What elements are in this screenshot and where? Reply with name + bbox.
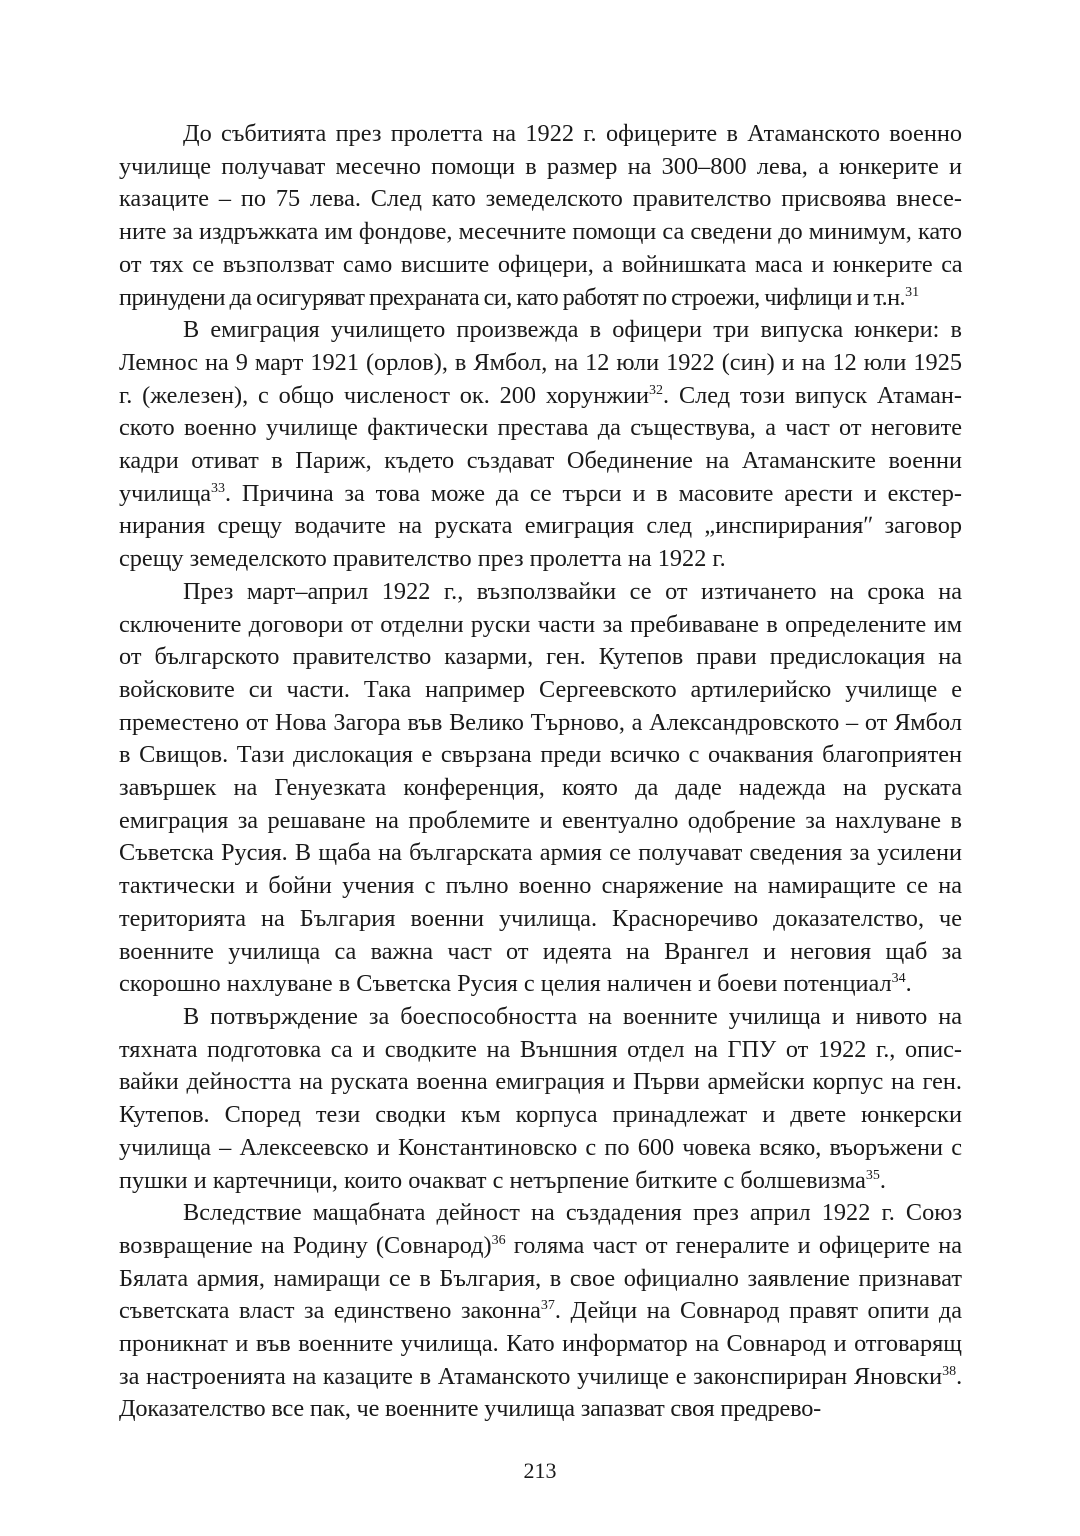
paragraph-4	[119, 1001, 962, 1197]
paragraph-4-text: В потвърждение за боеспособността на военните училища и нивото на тяхната подготовка са и сводките на Външния отдел на ГПУ от 1922 г., описвайки дейността на руската военна емиграция и Първи армейски корпус на ген. Кутепов. Според тези сводки към корпуса принадлежат и двете юнкерски училища – Алексеевско и Константиновско с по 600 човека всяко, въоръжени с пушки и картечници, които очакват с нетърпение битките с болшевизма	[119, 1002, 962, 1194]
paragraph-2-text-b: . След този випуск Атаманското военно училище фактически престава да съществува, а част от неговите кадри отиват в Париж, където създават Обединение на Атаманските военни училища	[119, 381, 962, 507]
footnote-ref-31: 31	[905, 284, 920, 300]
paragraph-1	[119, 118, 962, 314]
paragraph-5-text-a: Вследствие мащабната дейност на създадения през април 1922 г. Союз возвращение на Родину (Совнарод)	[119, 1199, 962, 1259]
footnote-ref-32: 32	[649, 382, 664, 398]
paragraph-3-text-end: .	[905, 970, 912, 998]
paragraph-5-text-c: . Дейци на Совнарод правят опити да проникнат и във военните училища. Като информатор на Совнарод и отговарящ за настроенията на казаците в Атаманското училище е законспириран Яновски	[119, 1297, 963, 1390]
footnote-ref-36: 36	[491, 1232, 506, 1248]
paragraph-4-text-end: .	[879, 1166, 886, 1194]
paragraph-5-text-d: . Доказателство все пак, че военните училища запазват своя предрево-	[119, 1362, 962, 1423]
page-body	[119, 118, 962, 1518]
paragraph-2-text-c: . Причина за това може да се търси и в масовите арести и екстернирания срещу водачите на руската емиграция след „инспириранияʺ заговор срещу земеделското правителство през пролетта на 1922 г.	[119, 479, 962, 573]
footnote-ref-37: 37	[540, 1298, 555, 1314]
footnote-ref-33: 33	[211, 480, 225, 496]
paragraph-1-text-end: са принудени да осигуряват прехраната си, като работят по строежи, чифлици и т.н.	[119, 250, 962, 311]
paragraph-3-text: През март–април 1922 г., възползвайки се от изтичането на срока на сключените договори от отделни руски части за пребиваване в определените им от българското правителство казарми, ген. Кутепов прави предислокация на войсковите си части. Така например Сергеевското артилерийско училище е преместено от Нова Загора във Велико Търново, а Александровското – от Ямбол в Свищов. Тази дислокация е свързана преди всичко с очаквания благоприятен завършек на Генуезката конференция, която да даде надежда на руската емиграция за решаване на проблемите и евентуално одобрение за нахлуване в Съветска Русия. В щаба на българската армия се получават сведения за усилени тактически и бойни учения с пълно военно снаряжение на намиращите се на територията на България военни училища. Красноречиво доказателство, че военните училища са важна част от идеята на Врангел и неговия щаб за скорошно нахлуване в Съветска Русия с целия наличен и боеви потенциал	[119, 577, 962, 998]
paragraph-3	[119, 576, 962, 1001]
paragraph-1-text: До събитията през пролетта на 1922 г. офицерите в Атаманското военно училище получават месечно помощи в размер на 300–800 лева, а юнкерите и казаците – по 75 лева. След като земеделското правителство присвоява внесените за издръжката им фондове, месечните помощи са сведени до минимум, като от тях се възползват само висшите офицери, а войнишката маса и юнкерите	[119, 120, 962, 278]
footnote-ref-34: 34	[891, 971, 906, 987]
paragraph-2	[119, 314, 962, 576]
footnote-ref-38: 38	[942, 1363, 957, 1379]
page-number: 213	[523, 1458, 557, 1483]
footnote-ref-35: 35	[865, 1167, 880, 1183]
paragraph-5-text-b: голяма част от генералите и офицерите на Бялата армия, намиращи се в България, в свое официално заявление признават съветската власт за единствено законна	[119, 1231, 963, 1325]
paragraph-5	[119, 1197, 962, 1426]
paragraph-2-text-a: В емиграция училището произвежда в офицери три випуска юнкери: в Лемнос на 9 март 1921 (орлов), в Ямбол, на 12 юли 1922 (син) и на 12 юли 1925 г. (железен), с общо численост ок. 200 хорунжии	[119, 316, 962, 409]
